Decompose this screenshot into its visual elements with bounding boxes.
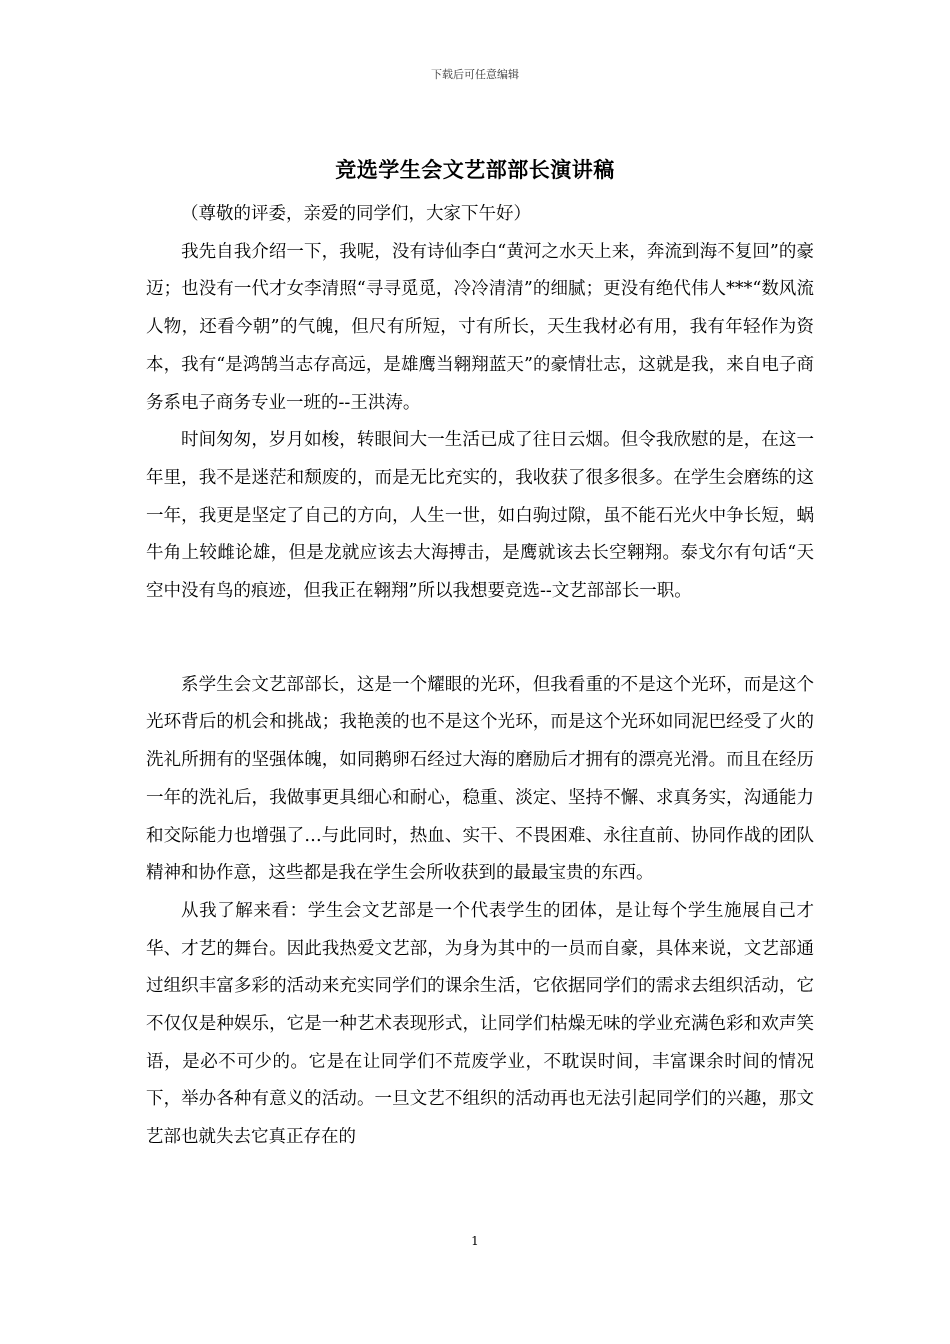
greeting-line: （尊敬的评委，亲爱的同学们，大家下午好） [181,204,531,224]
paragraph-role: 系学生会文艺部部长，这是一个耀眼的光环，但我看重的不是这个光环，而是这个光环背后的机会和挑战；我艳羡的也不是这个光环，而是这个光环如同泥巴经受了火的洗礼所拥有的坚强体魄，如同鹅卵石经过大海的磨励后才拥有的漂亮光滑。而且在经历一年的洗礼后，我做事更具细心和耐心，稳重、淡定、坚持不懈、求真务实，沟通能力和交际能力也增强了…与此同时，热血、实干、不畏困难、永往直前、协同作战的团队精神和协作意，这些都是我在学生会所收获到的最最宝贵的东西。 [146,674,814,884]
paragraph-intro: 我先自我介绍一下，我呢，没有诗仙李白“黄河之水天上来，奔流到海不复回”的豪迈；也没有一代才女李清照“寻寻觅觅，冷冷清清”的细腻；更没有绝代伟人***“数风流人物，还看今朝”的气魄，但尺有所短，寸有所长，天生我材必有用，我有年轻作为资本，我有“是鸿鹄当志存高远，是雄鹰当翱翔蓝天”的豪情壮志，这就是我，来自电子商务系电子商务专业一班的--王洪涛。 [146,241,814,413]
page-number: 1 [471,1234,479,1248]
paragraph-time: 时间匆匆，岁月如梭，转眼间大一生活已成了往日云烟。但令我欣慰的是，在这一年里，我不是迷茫和颓废的，而是无比充实的，我收获了很多很多。在学生会磨练的这一年，我更是坚定了自己的方向，人生一世，如白驹过隙，虽不能石光火中争长短，蜗牛角上较雌论雄，但是龙就应该去大海搏击，是鹰就该去长空翱翔。泰戈尔有句话“天空中没有鸟的痕迹，但我正在翱翔”所以我想要竞选--文艺部部长一职。 [146,430,814,602]
paragraph-understanding: 从我了解来看：学生会文艺部是一个代表学生的团体，是让每个学生施展自己才华、才艺的舞台。因此我热爱文艺部，为身为其中的一员而自豪，具体来说，文艺部通过组织丰富多彩的活动来充实同学们的课余生活，它依据同学们的需求去组织活动，它不仅仅是种娱乐，它是一种艺术表现形式，让同学们枯燥无味的学业充满色彩和欢声笑语，是必不可少的。它是在让同学们不荒废学业，不耽误时间，丰富课余时间的情况下，举办各种有意义的活动。一旦文艺不组织的活动再也无法引起同学们的兴趣，那文艺部也就失去它真正存在的 [146,900,814,1148]
document-title: 竞选学生会文艺部部长演讲稿 [335,157,615,182]
document-body [146,196,814,1157]
paragraph-gap [146,611,814,667]
header-note: 下载后可任意编辑 [431,68,519,81]
